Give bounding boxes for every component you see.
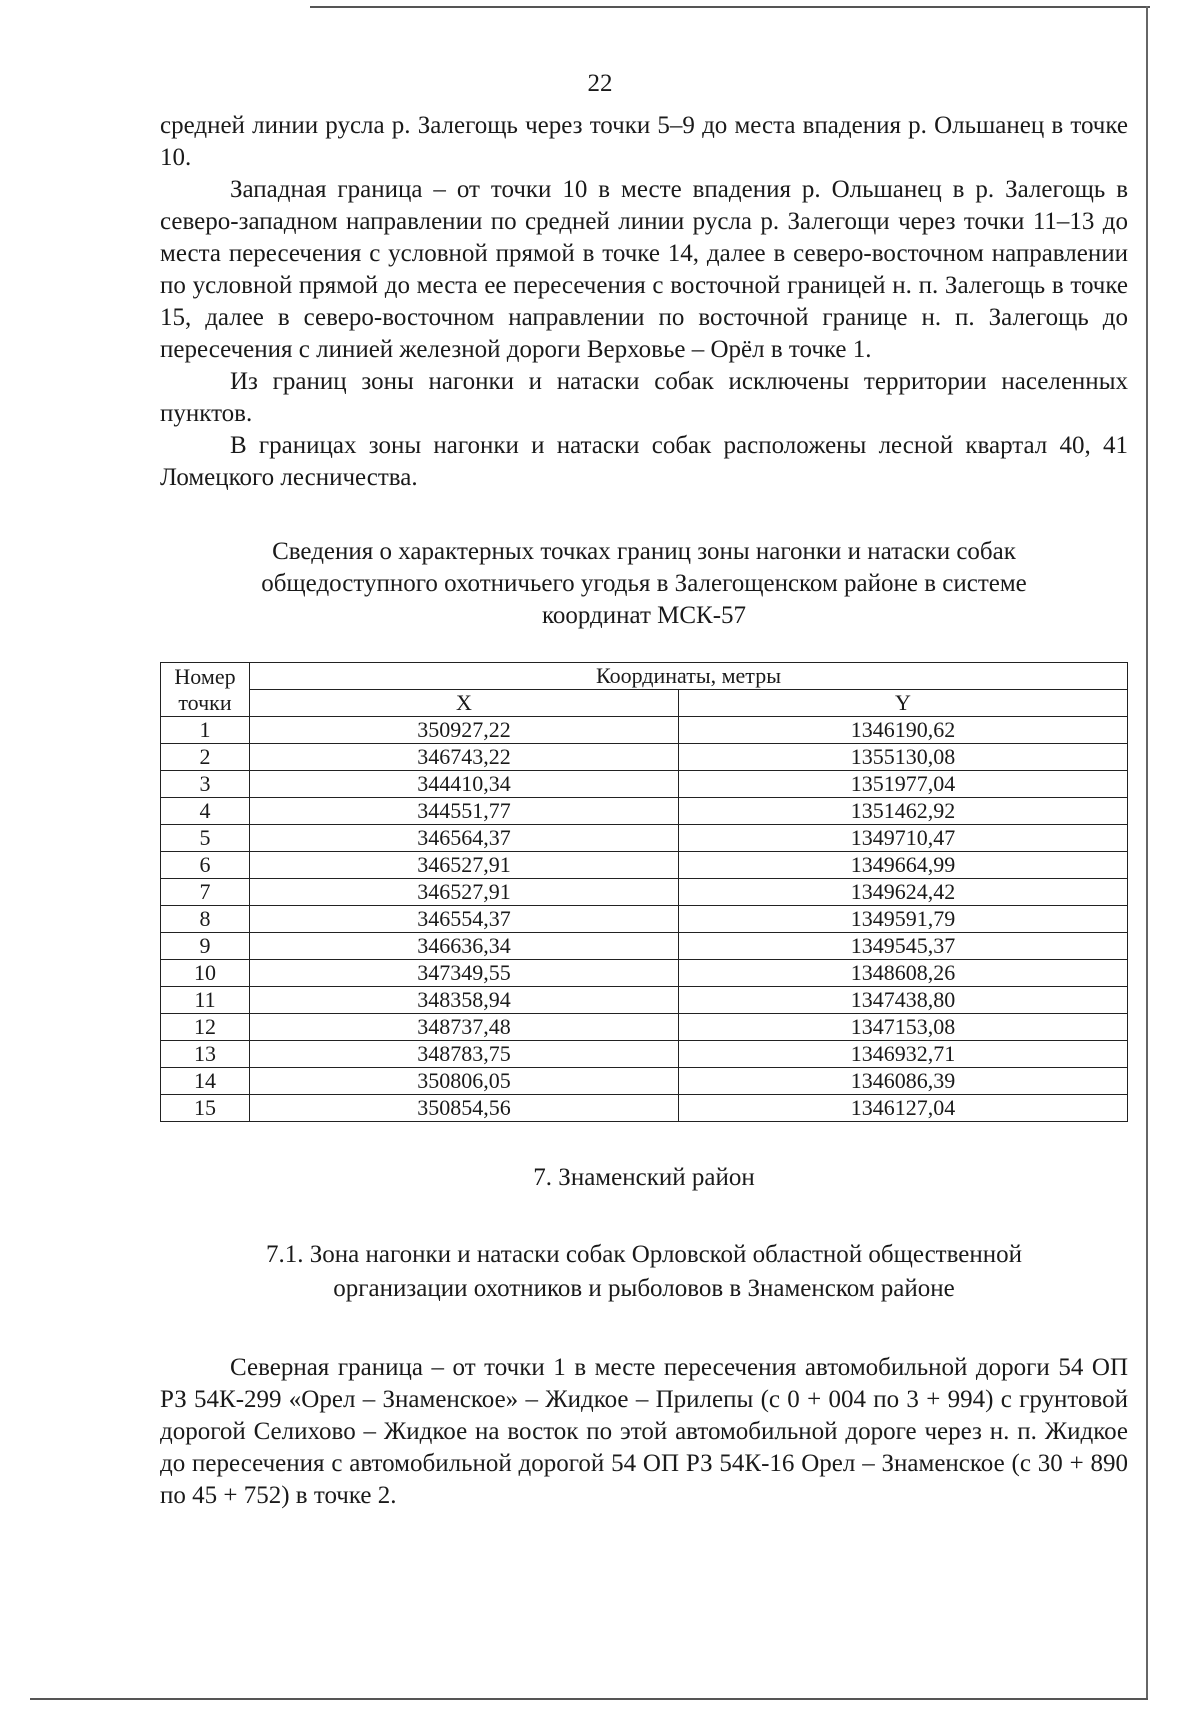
cell-num: 8 — [161, 906, 250, 933]
page-border-bottom — [30, 1698, 1148, 1700]
cell-y: 1346127,04 — [679, 1095, 1128, 1122]
document-body — [160, 110, 1128, 1512]
table-row — [161, 1041, 1128, 1068]
cell-num: 7 — [161, 879, 250, 906]
cell-num: 4 — [161, 798, 250, 825]
subsection-title-line1: 7.1. Зона нагонки и натаски собак Орловской областной общественной — [266, 1241, 1022, 1268]
paragraph-western-border: Западная граница – от точки 10 в месте впадения р. Ольшанец в р. Залегощь в северо-западном направлении по средней линии русла р. Залегощи через точки 11–13 до места пересечения с условной прямой в точке 14, далее в северо-восточном направлении по условной прямой до места ее пересечения с восточной границей н. п. Залегощь в точке 15, далее в северо-восточном направлении по восточной границе н. п. Залегощь до пересечения с линией железной дороги Верховье – Орёл в точке 1. — [160, 176, 1128, 363]
cell-x: 348358,94 — [250, 987, 679, 1014]
header-y: Y — [679, 690, 1128, 717]
cell-y: 1349710,47 — [679, 825, 1128, 852]
page-border-top — [310, 6, 1150, 8]
table-row — [161, 1095, 1128, 1122]
table-row — [161, 771, 1128, 798]
cell-x: 346527,91 — [250, 879, 679, 906]
cell-num: 3 — [161, 771, 250, 798]
coordinates-table-body — [161, 717, 1128, 1122]
table-row — [161, 960, 1128, 987]
paragraph-northern-border: Северная граница – от точки 1 в месте пересечения автомобильной дороги 54 ОП РЗ 54К-299 «Орел – Знаменское» – Жидкое – Прилепы (с 0 + 004 по 3 + 994) с грунтовой дорогой Селихово – Жидкое на восток по этой автомобильной дороге через н. п. Жидкое до пересечения с автомобильной дорогой 54 ОП РЗ 54К-16 Орел – Знаменское (с 30 + 890 по 45 + 752) в точке 2. — [160, 1354, 1128, 1509]
table-row — [161, 744, 1128, 771]
cell-x: 346554,37 — [250, 906, 679, 933]
cell-x: 350927,22 — [250, 717, 679, 744]
cell-y: 1349664,99 — [679, 852, 1128, 879]
cell-num: 12 — [161, 1014, 250, 1041]
cell-y: 1349591,79 — [679, 906, 1128, 933]
header-point-number-line2: точки — [178, 689, 232, 715]
cell-num: 11 — [161, 987, 250, 1014]
cell-num: 14 — [161, 1068, 250, 1095]
header-point-number — [161, 663, 250, 717]
cell-x: 348737,48 — [250, 1014, 679, 1041]
table-caption-line1: Сведения о характерных точках границ зоны нагонки и натаски собак — [272, 538, 1016, 565]
header-x: X — [250, 690, 679, 717]
table-row — [161, 906, 1128, 933]
table-row — [161, 717, 1128, 744]
page-number: 22 — [587, 70, 613, 97]
cell-x: 350854,56 — [250, 1095, 679, 1122]
table-row — [161, 1014, 1128, 1041]
cell-x: 344410,34 — [250, 771, 679, 798]
table-row — [161, 1068, 1128, 1095]
cell-num: 15 — [161, 1095, 250, 1122]
cell-num: 6 — [161, 852, 250, 879]
cell-x: 350806,05 — [250, 1068, 679, 1095]
cell-x: 346743,22 — [250, 744, 679, 771]
table-caption — [160, 536, 1128, 632]
cell-y: 1349624,42 — [679, 879, 1128, 906]
table-row — [161, 825, 1128, 852]
cell-x: 348783,75 — [250, 1041, 679, 1068]
table-row — [161, 933, 1128, 960]
cell-y: 1355130,08 — [679, 744, 1128, 771]
cell-num: 10 — [161, 960, 250, 987]
subsection-title-line2: организации охотников и рыболовов в Знаменском районе — [333, 1275, 955, 1302]
table-row — [161, 798, 1128, 825]
cell-y: 1346086,39 — [679, 1068, 1128, 1095]
cell-num: 2 — [161, 744, 250, 771]
cell-y: 1346932,71 — [679, 1041, 1128, 1068]
table-row — [161, 879, 1128, 906]
table-row — [161, 852, 1128, 879]
cell-y: 1349545,37 — [679, 933, 1128, 960]
paragraph-forest-quarters: В границах зоны нагонки и натаски собак расположены лесной квартал 40, 41 Ломецкого лесничества. — [160, 432, 1128, 491]
cell-y: 1346190,62 — [679, 717, 1128, 744]
subsection-title — [160, 1238, 1128, 1306]
cell-x: 346564,37 — [250, 825, 679, 852]
cell-y: 1351462,92 — [679, 798, 1128, 825]
table-row — [161, 987, 1128, 1014]
coordinates-table — [160, 662, 1128, 1122]
cell-num: 9 — [161, 933, 250, 960]
cell-num: 5 — [161, 825, 250, 852]
header-coordinates: Координаты, метры — [250, 663, 1128, 690]
cell-y: 1351977,04 — [679, 771, 1128, 798]
cell-num: 1 — [161, 717, 250, 744]
table-caption-line2: общедоступного охотничьего угодья в Залегощенском районе в системе — [261, 570, 1027, 597]
page-border-right — [1146, 6, 1148, 1700]
cell-x: 346527,91 — [250, 852, 679, 879]
cell-y: 1348608,26 — [679, 960, 1128, 987]
cell-x: 346636,34 — [250, 933, 679, 960]
table-caption-line3: координат МСК-57 — [541, 602, 747, 629]
cell-y: 1347438,80 — [679, 987, 1128, 1014]
cell-x: 344551,77 — [250, 798, 679, 825]
paragraph-exclusions: Из границ зоны нагонки и натаски собак исключены территории населенных пунктов. — [160, 368, 1128, 427]
cell-y: 1347153,08 — [679, 1014, 1128, 1041]
paragraph-1: средней линии русла р. Залегощь через точки 5–9 до места впадения р. Ольшанец в точке 10. — [160, 112, 1128, 171]
section-title: 7. Знаменский район — [533, 1164, 755, 1191]
cell-x: 347349,55 — [250, 960, 679, 987]
cell-num: 13 — [161, 1041, 250, 1068]
header-point-number-line1: Номер — [174, 663, 236, 689]
